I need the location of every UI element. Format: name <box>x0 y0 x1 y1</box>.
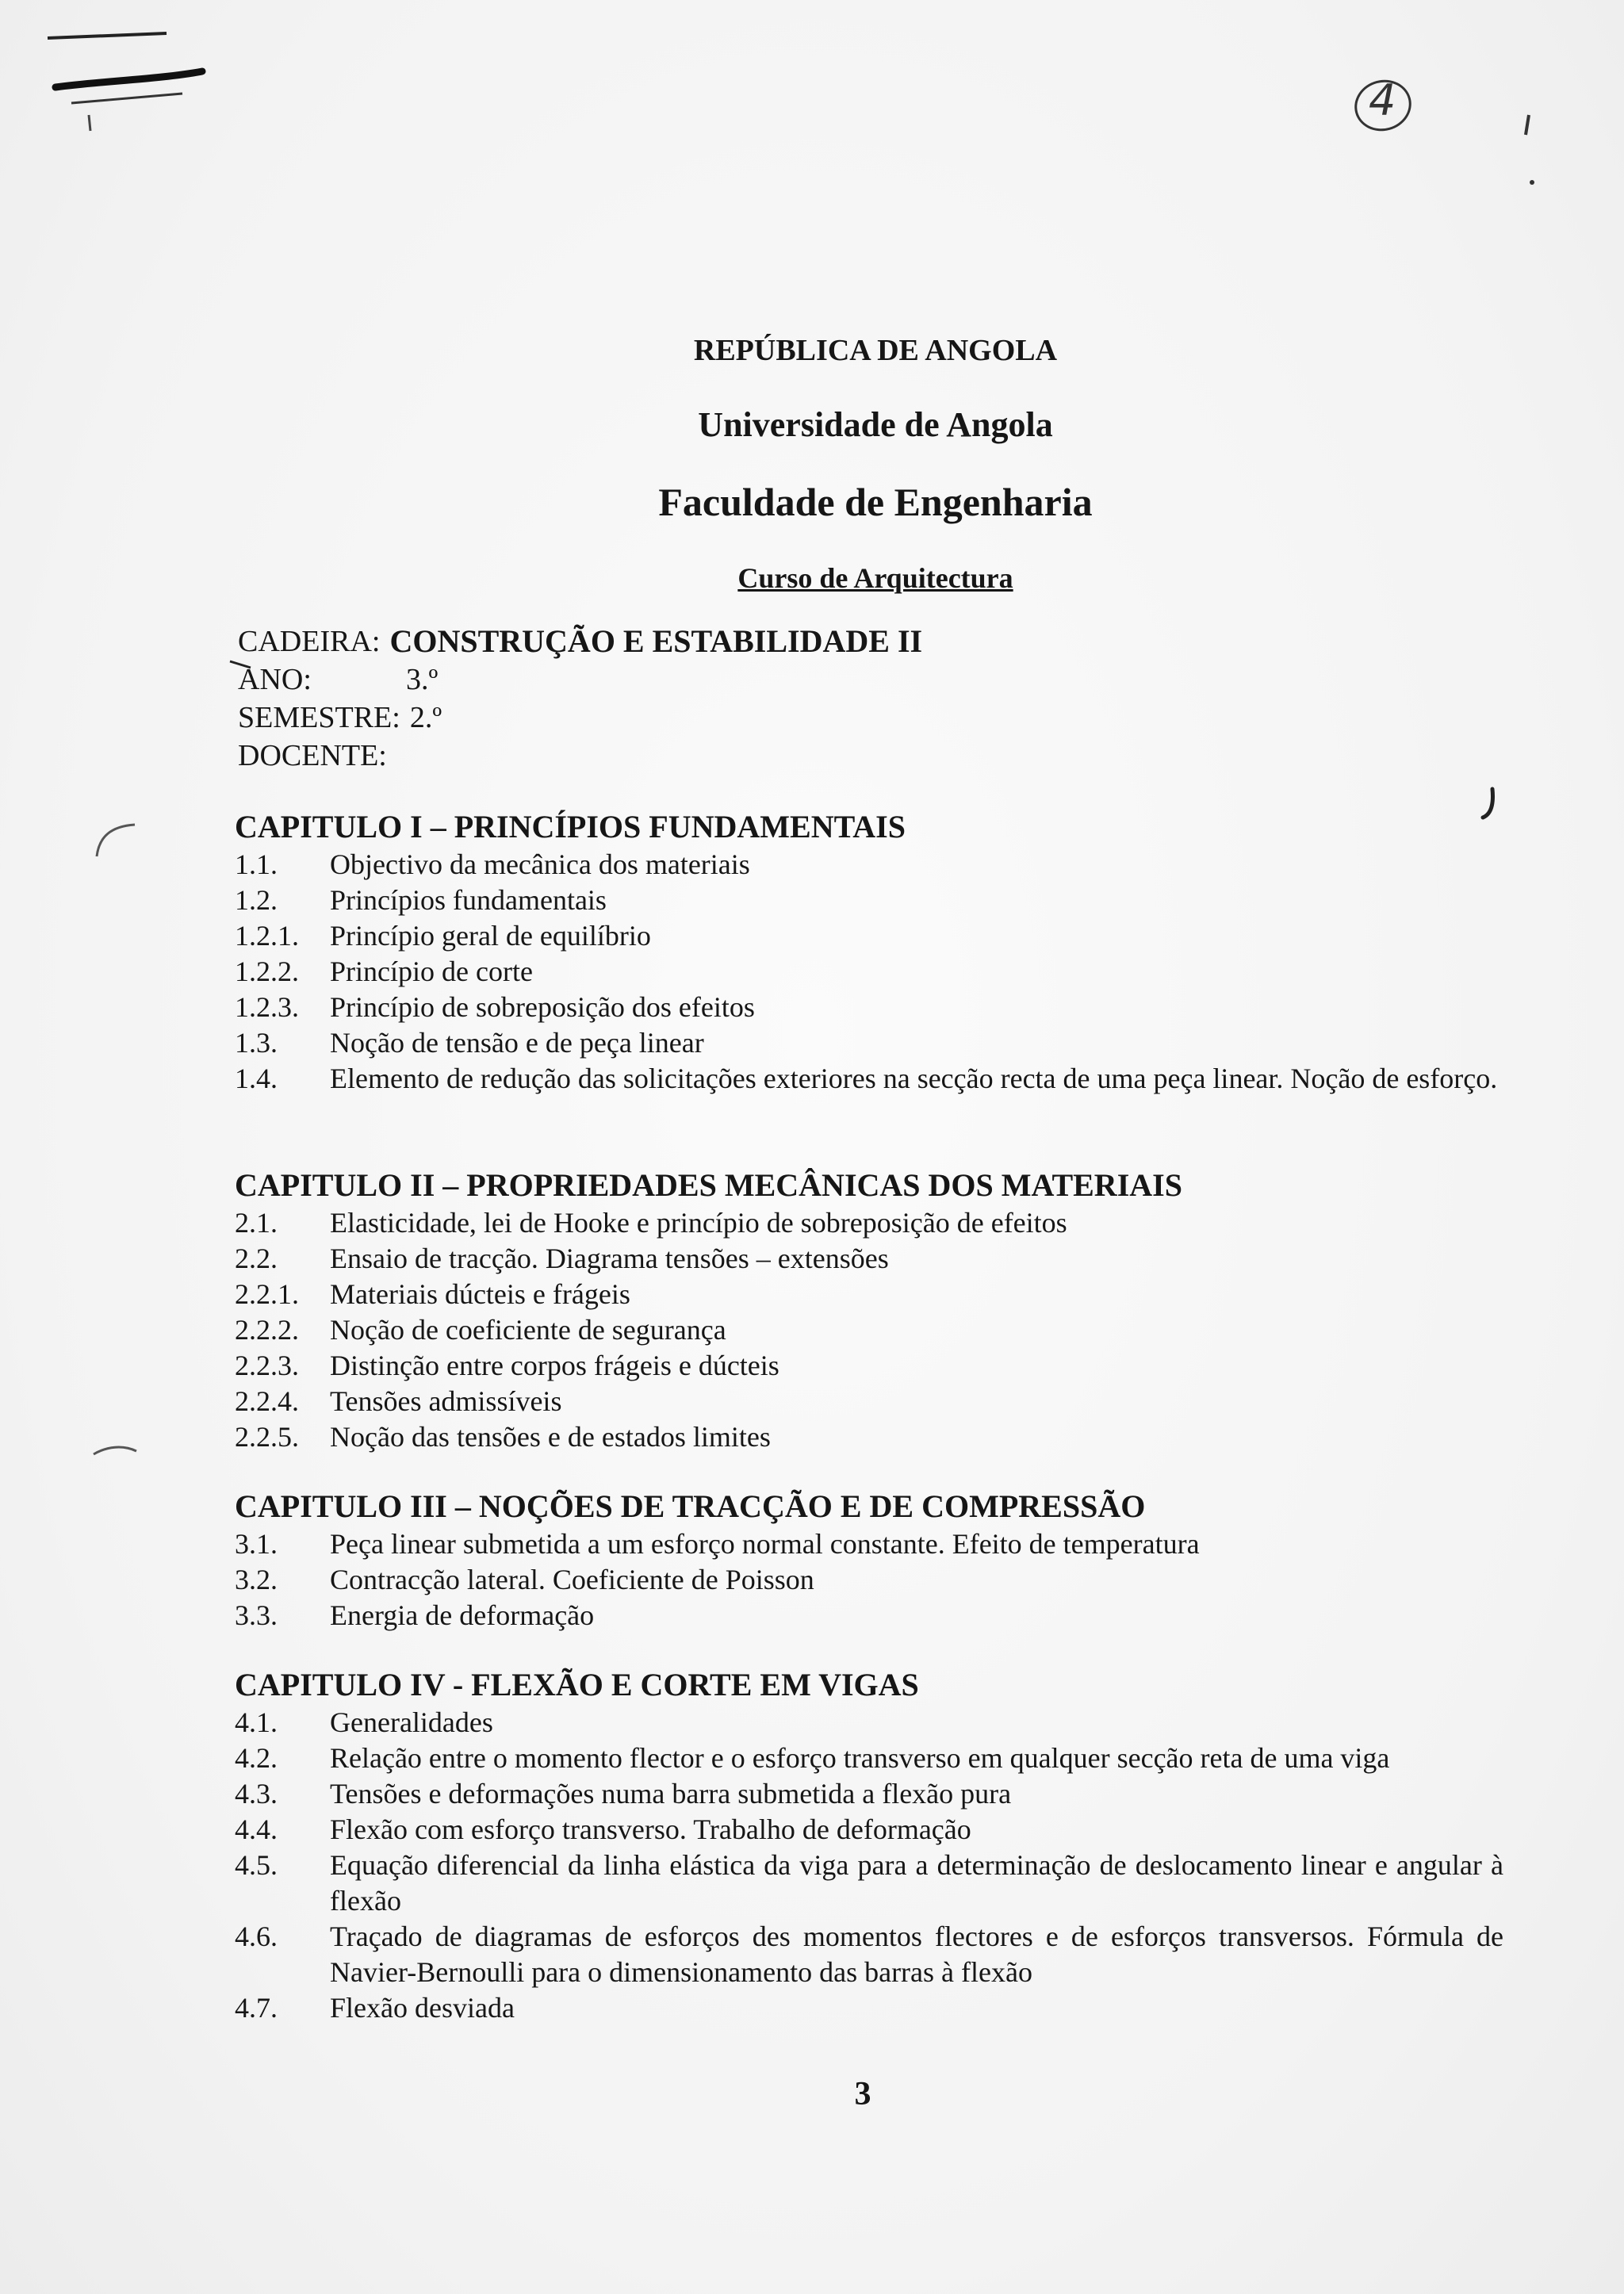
item-text: Flexão desviada <box>330 1992 515 2024</box>
item-text: Elasticidade, lei de Hooke e princípio de sobreposição de efeitos <box>330 1207 1067 1239</box>
list-item <box>235 1990 1503 2026</box>
item-text: Materiais dúcteis e frágeis <box>330 1278 630 1310</box>
item-number: 1.2. <box>235 884 278 916</box>
semester-label: SEMESTRE: <box>238 701 400 734</box>
course-heading <box>63 561 1624 595</box>
item-text: Princípio geral de equilíbrio <box>330 920 651 952</box>
list-item <box>235 1025 1503 1061</box>
item-text: Peça linear submetida a um esforço normal constante. Efeito de temperatura <box>330 1528 1200 1560</box>
item-number: 3.3. <box>235 1599 278 1631</box>
scan-mark-left-bracket <box>87 817 151 864</box>
year-label: ANO: <box>238 663 312 696</box>
item-text: Generalidades <box>330 1706 493 1738</box>
item-number: 2.2. <box>235 1243 278 1274</box>
item-text: Princípio de corte <box>330 956 533 987</box>
item-text: Tensões e deformações numa barra submetida a flexão pura <box>330 1778 1012 1810</box>
item-number: 1.1. <box>235 848 278 880</box>
list-item <box>235 1419 1503 1455</box>
chapter-1 <box>235 807 1503 1097</box>
scan-mark-left-dash <box>87 1435 151 1467</box>
list-item <box>235 918 1503 954</box>
chapter-4 <box>235 1665 1503 2026</box>
item-number: 4.2. <box>235 1742 278 1774</box>
item-text: Elemento de redução das solicitações exteriores na secção recta de uma peça linear. Noção de esforço. <box>330 1063 1498 1094</box>
semester-value: 2.º <box>409 701 442 734</box>
chapter-title: CAPITULO III – NOÇÕES DE TRACÇÃO E DE COMPRESSÃO <box>235 1488 1146 1524</box>
item-text: Noção de tensão e de peça linear <box>330 1027 704 1059</box>
chapter-title: CAPITULO I – PRINCÍPIOS FUNDAMENTAIS <box>235 809 906 844</box>
item-text: Traçado de diagramas de esforços des momentos flectores e de esforços transversos. Fórmula de Navier-Bernoulli para o dimensionamento das barras à flexão <box>330 1921 1503 1988</box>
list-item <box>235 847 1503 883</box>
chapter-title: CAPITULO II – PROPRIEDADES MECÂNICAS DOS MATERIAIS <box>235 1167 1182 1203</box>
course-heading-text: Curso de Arquitectura <box>737 562 1013 594</box>
list-item <box>235 1205 1503 1241</box>
list-item <box>235 1562 1503 1598</box>
item-text: Tensões admissíveis <box>330 1385 562 1417</box>
scan-mark-top-left <box>40 24 214 135</box>
item-text: Distinção entre corpos frágeis e dúcteis <box>330 1350 779 1381</box>
course-meta <box>238 622 922 775</box>
page-number: 3 <box>854 2076 871 2112</box>
item-text: Objectivo da mecânica dos materiais <box>330 848 750 880</box>
list-item <box>235 1776 1503 1812</box>
subject-label: CADEIRA: <box>238 625 381 658</box>
subject-row <box>238 622 922 661</box>
item-number: 4.3. <box>235 1778 278 1810</box>
chapter-3 <box>235 1487 1503 1633</box>
item-number: 2.2.3. <box>235 1350 299 1381</box>
list-item <box>235 1348 1503 1384</box>
year-row <box>238 661 922 699</box>
item-number: 1.2.1. <box>235 920 299 952</box>
semester-row <box>238 699 922 737</box>
list-item <box>235 990 1503 1025</box>
item-number: 4.7. <box>235 1992 278 2024</box>
list-item <box>235 1598 1503 1633</box>
item-number: 1.2.2. <box>235 956 299 987</box>
chapter-title: CAPITULO IV - FLEXÃO E CORTE EM VIGAS <box>235 1667 919 1702</box>
list-item <box>235 1812 1503 1848</box>
list-item <box>235 883 1503 918</box>
item-number: 2.2.4. <box>235 1385 299 1417</box>
item-number: 1.4. <box>235 1063 278 1094</box>
item-number: 2.2.1. <box>235 1278 299 1310</box>
university-heading: Universidade de Angola <box>698 405 1053 444</box>
year-value: 3.º <box>406 663 439 696</box>
item-number: 4.1. <box>235 1706 278 1738</box>
item-number: 2.2.2. <box>235 1314 299 1346</box>
item-text: Noção de coeficiente de segurança <box>330 1314 726 1346</box>
chapter-2 <box>235 1166 1503 1455</box>
list-item <box>235 1526 1503 1562</box>
item-text: Flexão com esforço transverso. Trabalho de deformação <box>330 1813 971 1845</box>
scan-mark-right-tick <box>1515 111 1546 198</box>
chapter-items <box>235 1526 1503 1633</box>
list-item <box>235 1312 1503 1348</box>
item-number: 2.1. <box>235 1207 278 1239</box>
chapter-items <box>235 1205 1503 1455</box>
list-item <box>235 1848 1503 1919</box>
item-text: Ensaio de tracção. Diagrama tensões – extensões <box>330 1243 889 1274</box>
item-number: 1.3. <box>235 1027 278 1059</box>
item-text: Relação entre o momento flector e o esforço transverso em qualquer secção reta de uma viga <box>330 1742 1390 1774</box>
item-text: Energia de deformação <box>330 1599 595 1631</box>
list-item <box>235 1741 1503 1776</box>
item-text: Contracção lateral. Coeficiente de Poisson <box>330 1564 814 1595</box>
subject-value: CONSTRUÇÃO E ESTABILIDADE II <box>389 623 923 659</box>
list-item <box>235 1384 1503 1419</box>
list-item <box>235 1705 1503 1741</box>
item-number: 3.2. <box>235 1564 278 1595</box>
handwritten-page-mark: 4 <box>1361 75 1388 125</box>
list-item <box>235 954 1503 990</box>
list-item <box>235 1241 1503 1277</box>
lecturer-label: DOCENTE: <box>238 739 387 772</box>
item-text: Equação diferencial da linha elástica da viga para a determinação de deslocamento linear e angular à flexão <box>330 1849 1503 1917</box>
chapter-items <box>235 1705 1503 2026</box>
item-text: Noção das tensões e de estados limites <box>330 1421 771 1453</box>
lecturer-row <box>238 737 922 775</box>
faculty-heading: Faculdade de Engenharia <box>658 480 1093 524</box>
item-number: 2.2.5. <box>235 1421 299 1453</box>
chapter-items <box>235 847 1503 1097</box>
item-text: Princípios fundamentais <box>330 884 607 916</box>
list-item <box>235 1277 1503 1312</box>
country-heading: REPÚBLICA DE ANGOLA <box>693 334 1058 367</box>
item-number: 4.6. <box>235 1921 278 1952</box>
item-number: 3.1. <box>235 1528 278 1560</box>
item-number: 1.2.3. <box>235 991 299 1023</box>
item-number: 4.4. <box>235 1813 278 1845</box>
list-item <box>235 1061 1503 1097</box>
list-item <box>235 1919 1503 1990</box>
item-number: 4.5. <box>235 1849 278 1881</box>
item-text: Princípio de sobreposição dos efeitos <box>330 991 755 1023</box>
